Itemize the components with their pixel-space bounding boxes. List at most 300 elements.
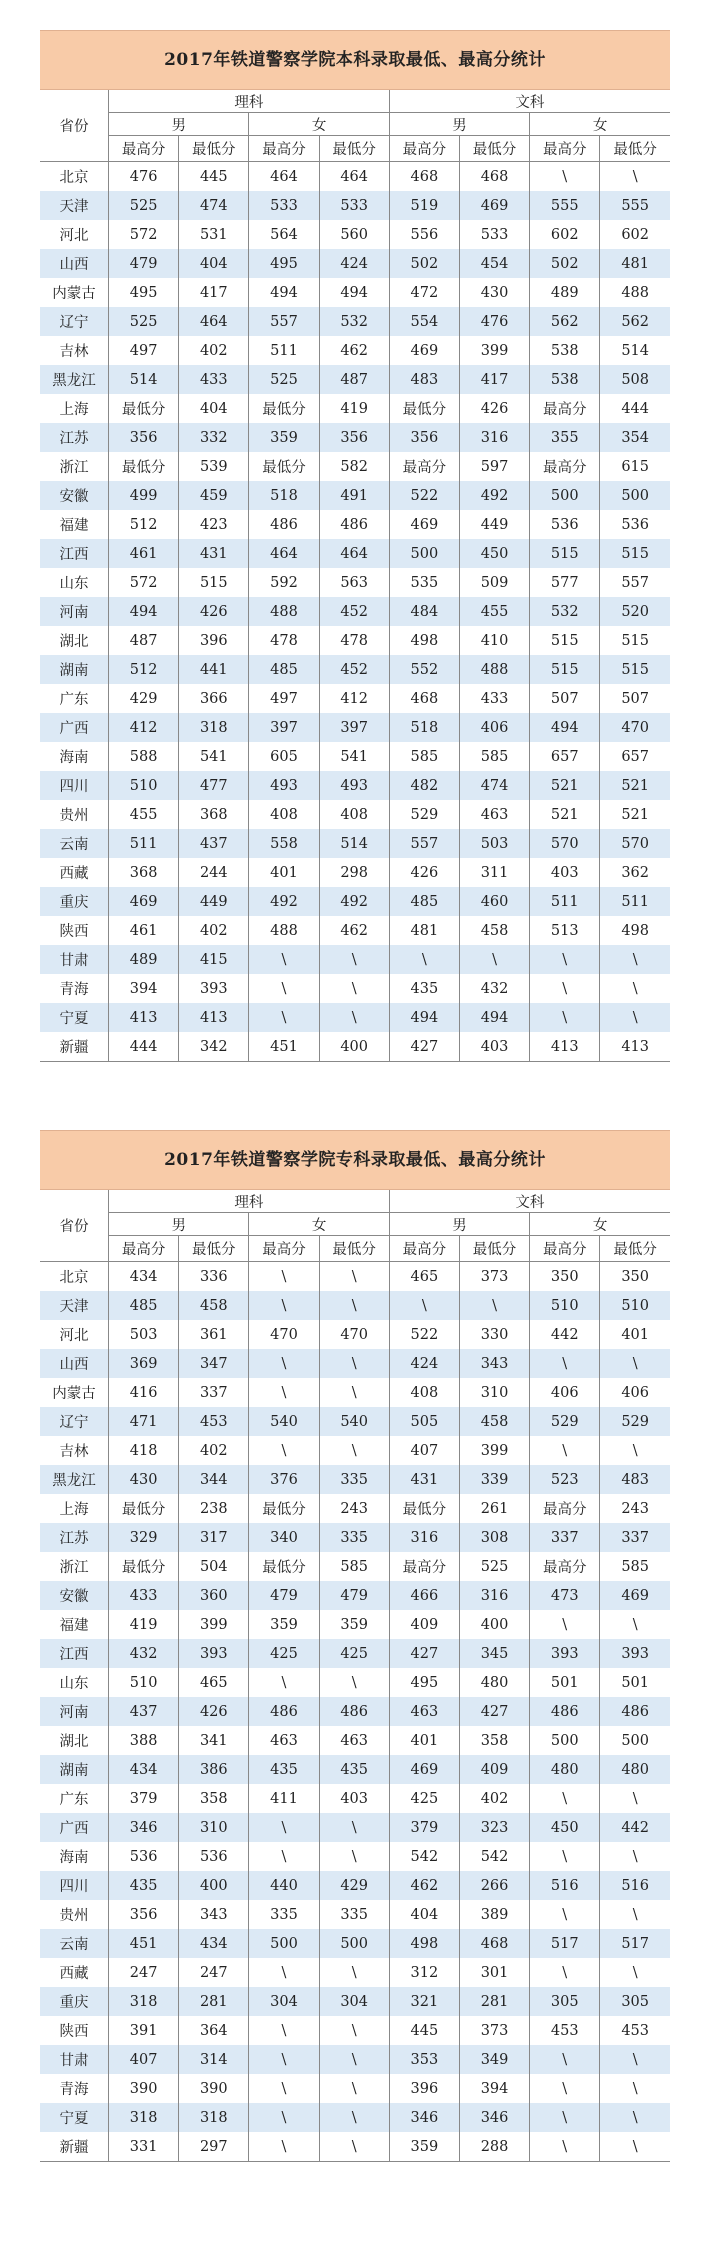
score-cell: 510 xyxy=(109,771,179,800)
score-cell: 318 xyxy=(109,1987,179,2016)
score-cell: \ xyxy=(530,2103,600,2132)
score-cell: 393 xyxy=(179,974,249,1003)
score-cell: 469 xyxy=(600,1581,670,1610)
score-cell: 451 xyxy=(249,1032,319,1062)
score-cell: 297 xyxy=(179,2132,249,2162)
province-cell: 湖北 xyxy=(40,1726,109,1755)
table-row xyxy=(40,1726,670,1755)
score-cell: 540 xyxy=(319,1407,389,1436)
table-row xyxy=(40,1003,670,1032)
min-score-header: 最低分 xyxy=(459,1236,529,1262)
score-cell: 427 xyxy=(459,1697,529,1726)
score-cell: 464 xyxy=(319,539,389,568)
table-body xyxy=(40,1262,670,2162)
score-cell: 394 xyxy=(459,2074,529,2103)
score-cell: 521 xyxy=(530,771,600,800)
score-cell: 471 xyxy=(109,1407,179,1436)
province-cell: 甘肃 xyxy=(40,2045,109,2074)
score-cell: 427 xyxy=(389,1032,459,1062)
score-cell: 393 xyxy=(530,1639,600,1668)
score-cell: 356 xyxy=(109,423,179,452)
score-cell: 最低分 xyxy=(249,1552,319,1581)
province-header: 省份 xyxy=(40,90,109,162)
score-cell: 425 xyxy=(249,1639,319,1668)
score-cell: 504 xyxy=(179,1552,249,1581)
score-cell: \ xyxy=(600,2074,670,2103)
score-cell: 522 xyxy=(389,481,459,510)
score-cell: \ xyxy=(319,1378,389,1407)
table-row xyxy=(40,162,670,192)
score-cell: 404 xyxy=(179,249,249,278)
table-row xyxy=(40,423,670,452)
score-cell: 404 xyxy=(179,394,249,423)
score-cell: 468 xyxy=(459,1929,529,1958)
score-table xyxy=(40,1190,670,2162)
score-cell: 487 xyxy=(319,365,389,394)
score-cell: 488 xyxy=(459,655,529,684)
score-cell: 413 xyxy=(530,1032,600,1062)
province-cell: 四川 xyxy=(40,771,109,800)
province-cell: 北京 xyxy=(40,1262,109,1292)
score-cell: 491 xyxy=(319,481,389,510)
score-cell: 426 xyxy=(179,597,249,626)
score-cell: 494 xyxy=(319,278,389,307)
score-cell: 243 xyxy=(600,1494,670,1523)
score-cell: \ xyxy=(319,1349,389,1378)
score-cell: 424 xyxy=(389,1349,459,1378)
province-cell: 广西 xyxy=(40,1813,109,1842)
score-cell: 489 xyxy=(109,945,179,974)
score-cell: \ xyxy=(530,2132,600,2162)
score-cell: 281 xyxy=(459,1987,529,2016)
score-cell: 404 xyxy=(389,1900,459,1929)
score-cell: 最低分 xyxy=(109,452,179,481)
score-cell: 409 xyxy=(389,1610,459,1639)
table-title: 2017年铁道警察学院本科录取最低、最高分统计 xyxy=(40,30,670,90)
score-cell: \ xyxy=(249,1958,319,1987)
province-header: 省份 xyxy=(40,1190,109,1262)
score-cell: \ xyxy=(249,1003,319,1032)
score-cell: 388 xyxy=(109,1726,179,1755)
score-cell: 489 xyxy=(530,278,600,307)
score-cell: 577 xyxy=(530,568,600,597)
table-row xyxy=(40,1320,670,1349)
score-cell: 432 xyxy=(109,1639,179,1668)
min-score-header: 最低分 xyxy=(459,136,529,162)
score-cell: 331 xyxy=(109,2132,179,2162)
score-cell: 444 xyxy=(109,1032,179,1062)
score-cell: 460 xyxy=(459,887,529,916)
province-cell: 内蒙古 xyxy=(40,278,109,307)
score-cell: 500 xyxy=(530,481,600,510)
province-cell: 浙江 xyxy=(40,452,109,481)
score-cell: 407 xyxy=(389,1436,459,1465)
score-cell: \ xyxy=(319,1003,389,1032)
score-cell: 349 xyxy=(459,2045,529,2074)
score-cell: 451 xyxy=(109,1929,179,1958)
score-cell: 345 xyxy=(459,1639,529,1668)
score-cell: 304 xyxy=(249,1987,319,2016)
score-cell: 470 xyxy=(249,1320,319,1349)
score-cell: 390 xyxy=(109,2074,179,2103)
score-cell: \ xyxy=(459,1291,529,1320)
score-cell: 431 xyxy=(389,1465,459,1494)
score-cell: 310 xyxy=(459,1378,529,1407)
score-cell: 517 xyxy=(530,1929,600,1958)
score-cell: 354 xyxy=(600,423,670,452)
score-cell: \ xyxy=(530,1003,600,1032)
score-cell: 450 xyxy=(459,539,529,568)
score-cell: 401 xyxy=(600,1320,670,1349)
score-cell: 323 xyxy=(459,1813,529,1842)
score-cell: \ xyxy=(249,974,319,1003)
score-cell: 498 xyxy=(389,626,459,655)
score-cell: 510 xyxy=(530,1291,600,1320)
score-cell: 477 xyxy=(179,771,249,800)
province-cell: 海南 xyxy=(40,742,109,771)
score-cell: 317 xyxy=(179,1523,249,1552)
score-cell: 356 xyxy=(389,423,459,452)
score-cell: 602 xyxy=(530,220,600,249)
score-cell: 502 xyxy=(389,249,459,278)
score-cell: 510 xyxy=(600,1291,670,1320)
score-cell: 562 xyxy=(600,307,670,336)
score-cell: 458 xyxy=(459,1407,529,1436)
score-cell: 413 xyxy=(179,1003,249,1032)
score-cell: 536 xyxy=(530,510,600,539)
score-cell: 481 xyxy=(389,916,459,945)
max-score-header: 最高分 xyxy=(389,136,459,162)
score-cell: \ xyxy=(530,2045,600,2074)
score-cell: 401 xyxy=(389,1726,459,1755)
score-cell: 449 xyxy=(179,887,249,916)
table-row xyxy=(40,974,670,1003)
province-cell: 广东 xyxy=(40,1784,109,1813)
score-cell: 493 xyxy=(249,771,319,800)
score-cell: 536 xyxy=(109,1842,179,1871)
score-cell: 最低分 xyxy=(249,452,319,481)
male-header: 男 xyxy=(389,1213,529,1236)
score-cell: \ xyxy=(249,2016,319,2045)
score-cell: 555 xyxy=(600,191,670,220)
table-row xyxy=(40,481,670,510)
score-cell: 346 xyxy=(109,1813,179,1842)
score-cell: 356 xyxy=(319,423,389,452)
table-row xyxy=(40,307,670,336)
score-cell: \ xyxy=(249,1349,319,1378)
score-cell: 427 xyxy=(389,1639,459,1668)
score-cell: 515 xyxy=(530,655,600,684)
score-cell: 400 xyxy=(459,1610,529,1639)
score-cell: 336 xyxy=(179,1262,249,1292)
score-cell: 359 xyxy=(249,423,319,452)
score-cell: 435 xyxy=(109,1871,179,1900)
score-cell: \ xyxy=(319,1813,389,1842)
score-cell: 558 xyxy=(249,829,319,858)
score-cell: 362 xyxy=(600,858,670,887)
score-cell: 511 xyxy=(249,336,319,365)
score-cell: 557 xyxy=(389,829,459,858)
score-cell: 最低分 xyxy=(389,1494,459,1523)
score-cell: 435 xyxy=(319,1755,389,1784)
province-cell: 河南 xyxy=(40,597,109,626)
province-cell: 海南 xyxy=(40,1842,109,1871)
score-cell: 541 xyxy=(179,742,249,771)
score-cell: 560 xyxy=(319,220,389,249)
score-cell: 433 xyxy=(179,365,249,394)
score-cell: 572 xyxy=(109,568,179,597)
score-cell: 514 xyxy=(319,829,389,858)
table-row xyxy=(40,684,670,713)
score-cell: 442 xyxy=(600,1813,670,1842)
score-cell: 433 xyxy=(459,684,529,713)
score-cell: 539 xyxy=(179,452,249,481)
table-row xyxy=(40,1349,670,1378)
province-cell: 河北 xyxy=(40,1320,109,1349)
score-cell: 最低分 xyxy=(389,394,459,423)
score-cell: \ xyxy=(530,1610,600,1639)
score-cell: 533 xyxy=(459,220,529,249)
score-cell: 476 xyxy=(109,162,179,192)
score-cell: \ xyxy=(319,2045,389,2074)
table-row xyxy=(40,916,670,945)
score-cell: 304 xyxy=(319,1987,389,2016)
score-cell: \ xyxy=(389,945,459,974)
score-cell: 468 xyxy=(389,162,459,192)
province-cell: 浙江 xyxy=(40,1552,109,1581)
province-cell: 辽宁 xyxy=(40,1407,109,1436)
score-cell: 359 xyxy=(319,1610,389,1639)
table-row xyxy=(40,1465,670,1494)
score-cell: 390 xyxy=(179,2074,249,2103)
score-cell: 379 xyxy=(389,1813,459,1842)
score-cell: 330 xyxy=(459,1320,529,1349)
score-cell: 342 xyxy=(179,1032,249,1062)
score-cell: 532 xyxy=(530,597,600,626)
score-cell: 557 xyxy=(600,568,670,597)
province-cell: 宁夏 xyxy=(40,2103,109,2132)
score-cell: 346 xyxy=(389,2103,459,2132)
score-cell: 515 xyxy=(600,655,670,684)
score-cell: 458 xyxy=(179,1291,249,1320)
score-cell: 399 xyxy=(459,336,529,365)
score-cell: 514 xyxy=(109,365,179,394)
score-cell: 361 xyxy=(179,1320,249,1349)
score-cell: 399 xyxy=(459,1436,529,1465)
score-cell: 403 xyxy=(530,858,600,887)
score-cell: 453 xyxy=(179,1407,249,1436)
score-cell: 585 xyxy=(459,742,529,771)
score-cell: 434 xyxy=(109,1262,179,1292)
science-header: 理科 xyxy=(109,90,390,113)
score-cell: 657 xyxy=(600,742,670,771)
score-cell: 416 xyxy=(109,1378,179,1407)
score-cell: 445 xyxy=(179,162,249,192)
score-cell: \ xyxy=(600,2045,670,2074)
score-cell: 464 xyxy=(179,307,249,336)
province-cell: 上海 xyxy=(40,394,109,423)
score-cell: 488 xyxy=(249,916,319,945)
score-cell: 562 xyxy=(530,307,600,336)
table-row xyxy=(40,829,670,858)
score-cell: 337 xyxy=(530,1523,600,1552)
score-cell: 247 xyxy=(109,1958,179,1987)
province-cell: 广东 xyxy=(40,684,109,713)
score-cell: 359 xyxy=(389,2132,459,2162)
province-cell: 西藏 xyxy=(40,1958,109,1987)
score-cell: 429 xyxy=(109,684,179,713)
score-cell: 494 xyxy=(249,278,319,307)
score-cell: 597 xyxy=(459,452,529,481)
score-cell: 507 xyxy=(600,684,670,713)
score-cell: 512 xyxy=(109,655,179,684)
score-cell: 469 xyxy=(389,1755,459,1784)
score-cell: 244 xyxy=(179,858,249,887)
score-cell: 497 xyxy=(249,684,319,713)
table-row xyxy=(40,510,670,539)
score-cell: \ xyxy=(530,1349,600,1378)
province-cell: 山东 xyxy=(40,568,109,597)
score-cell: 450 xyxy=(530,1813,600,1842)
score-cell: 473 xyxy=(530,1581,600,1610)
max-score-header: 最高分 xyxy=(249,136,319,162)
score-cell: 531 xyxy=(179,220,249,249)
score-cell: 408 xyxy=(319,800,389,829)
max-score-header: 最高分 xyxy=(249,1236,319,1262)
score-cell: 394 xyxy=(109,974,179,1003)
score-cell: \ xyxy=(600,1842,670,1871)
score-cell: 最低分 xyxy=(109,394,179,423)
score-cell: 346 xyxy=(459,2103,529,2132)
province-cell: 内蒙古 xyxy=(40,1378,109,1407)
table-row xyxy=(40,452,670,481)
score-cell: 335 xyxy=(249,1900,319,1929)
score-cell: 最低分 xyxy=(109,1494,179,1523)
score-cell: 402 xyxy=(179,336,249,365)
score-cell: \ xyxy=(319,1436,389,1465)
score-cell: 538 xyxy=(530,365,600,394)
score-cell: 469 xyxy=(109,887,179,916)
score-cell: 376 xyxy=(249,1465,319,1494)
table-row xyxy=(40,1610,670,1639)
score-cell: 335 xyxy=(319,1900,389,1929)
female-header: 女 xyxy=(530,1213,670,1236)
score-cell: 402 xyxy=(179,916,249,945)
score-cell: 403 xyxy=(319,1784,389,1813)
score-cell: 340 xyxy=(249,1523,319,1552)
score-cell: 572 xyxy=(109,220,179,249)
table-row xyxy=(40,1813,670,1842)
score-cell: 585 xyxy=(389,742,459,771)
score-cell: 435 xyxy=(249,1755,319,1784)
score-cell: 502 xyxy=(530,249,600,278)
score-cell: 386 xyxy=(179,1755,249,1784)
female-header: 女 xyxy=(530,113,670,136)
score-cell: 540 xyxy=(249,1407,319,1436)
score-cell: 353 xyxy=(389,2045,459,2074)
score-cell: 最低分 xyxy=(249,394,319,423)
province-cell: 新疆 xyxy=(40,2132,109,2162)
score-cell: \ xyxy=(319,1262,389,1292)
score-cell: 474 xyxy=(179,191,249,220)
province-cell: 山西 xyxy=(40,1349,109,1378)
score-cell: 413 xyxy=(600,1032,670,1062)
score-cell: 485 xyxy=(389,887,459,916)
score-cell: 541 xyxy=(319,742,389,771)
score-cell: 536 xyxy=(179,1842,249,1871)
table-row xyxy=(40,220,670,249)
score-cell: \ xyxy=(530,945,600,974)
score-cell: 479 xyxy=(109,249,179,278)
score-cell: 419 xyxy=(109,1610,179,1639)
score-cell: 529 xyxy=(600,1407,670,1436)
province-cell: 吉林 xyxy=(40,336,109,365)
table-row xyxy=(40,1436,670,1465)
score-cell: 478 xyxy=(249,626,319,655)
score-cell: 最高分 xyxy=(530,394,600,423)
score-cell: 514 xyxy=(600,336,670,365)
score-cell: 472 xyxy=(389,278,459,307)
min-score-header: 最低分 xyxy=(179,136,249,162)
score-cell: \ xyxy=(249,945,319,974)
score-cell: 476 xyxy=(459,307,529,336)
score-cell: 605 xyxy=(249,742,319,771)
score-cell: 554 xyxy=(389,307,459,336)
score-cell: 301 xyxy=(459,1958,529,1987)
score-cell: 396 xyxy=(179,626,249,655)
score-cell: 412 xyxy=(109,713,179,742)
score-cell: 500 xyxy=(530,1726,600,1755)
score-cell: 485 xyxy=(249,655,319,684)
province-cell: 黑龙江 xyxy=(40,365,109,394)
score-cell: 482 xyxy=(389,771,459,800)
score-cell: 500 xyxy=(600,1726,670,1755)
score-cell: \ xyxy=(319,1958,389,1987)
score-cell: \ xyxy=(319,1842,389,1871)
score-cell: 406 xyxy=(459,713,529,742)
score-cell: 521 xyxy=(600,800,670,829)
score-cell: 462 xyxy=(319,916,389,945)
score-cell: 555 xyxy=(530,191,600,220)
score-cell: 318 xyxy=(109,2103,179,2132)
score-cell: \ xyxy=(249,1813,319,1842)
min-score-header: 最低分 xyxy=(600,136,670,162)
score-cell: 492 xyxy=(249,887,319,916)
table-row xyxy=(40,278,670,307)
score-cell: 511 xyxy=(109,829,179,858)
score-cell: 519 xyxy=(389,191,459,220)
score-cell: 563 xyxy=(319,568,389,597)
score-cell: 397 xyxy=(319,713,389,742)
score-cell: 466 xyxy=(389,1581,459,1610)
province-cell: 新疆 xyxy=(40,1032,109,1062)
score-cell: 341 xyxy=(179,1726,249,1755)
score-cell: \ xyxy=(530,1842,600,1871)
score-cell: 463 xyxy=(389,1697,459,1726)
score-cell: 426 xyxy=(459,394,529,423)
score-cell: 542 xyxy=(389,1842,459,1871)
score-cell: \ xyxy=(319,974,389,1003)
score-cell: 最高分 xyxy=(530,1494,600,1523)
table-row xyxy=(40,1929,670,1958)
score-cell: 469 xyxy=(389,336,459,365)
table-row xyxy=(40,2132,670,2162)
score-cell: 479 xyxy=(249,1581,319,1610)
female-header: 女 xyxy=(249,1213,389,1236)
score-cell: 402 xyxy=(179,1436,249,1465)
score-cell: \ xyxy=(249,1842,319,1871)
score-cell: 407 xyxy=(109,2045,179,2074)
